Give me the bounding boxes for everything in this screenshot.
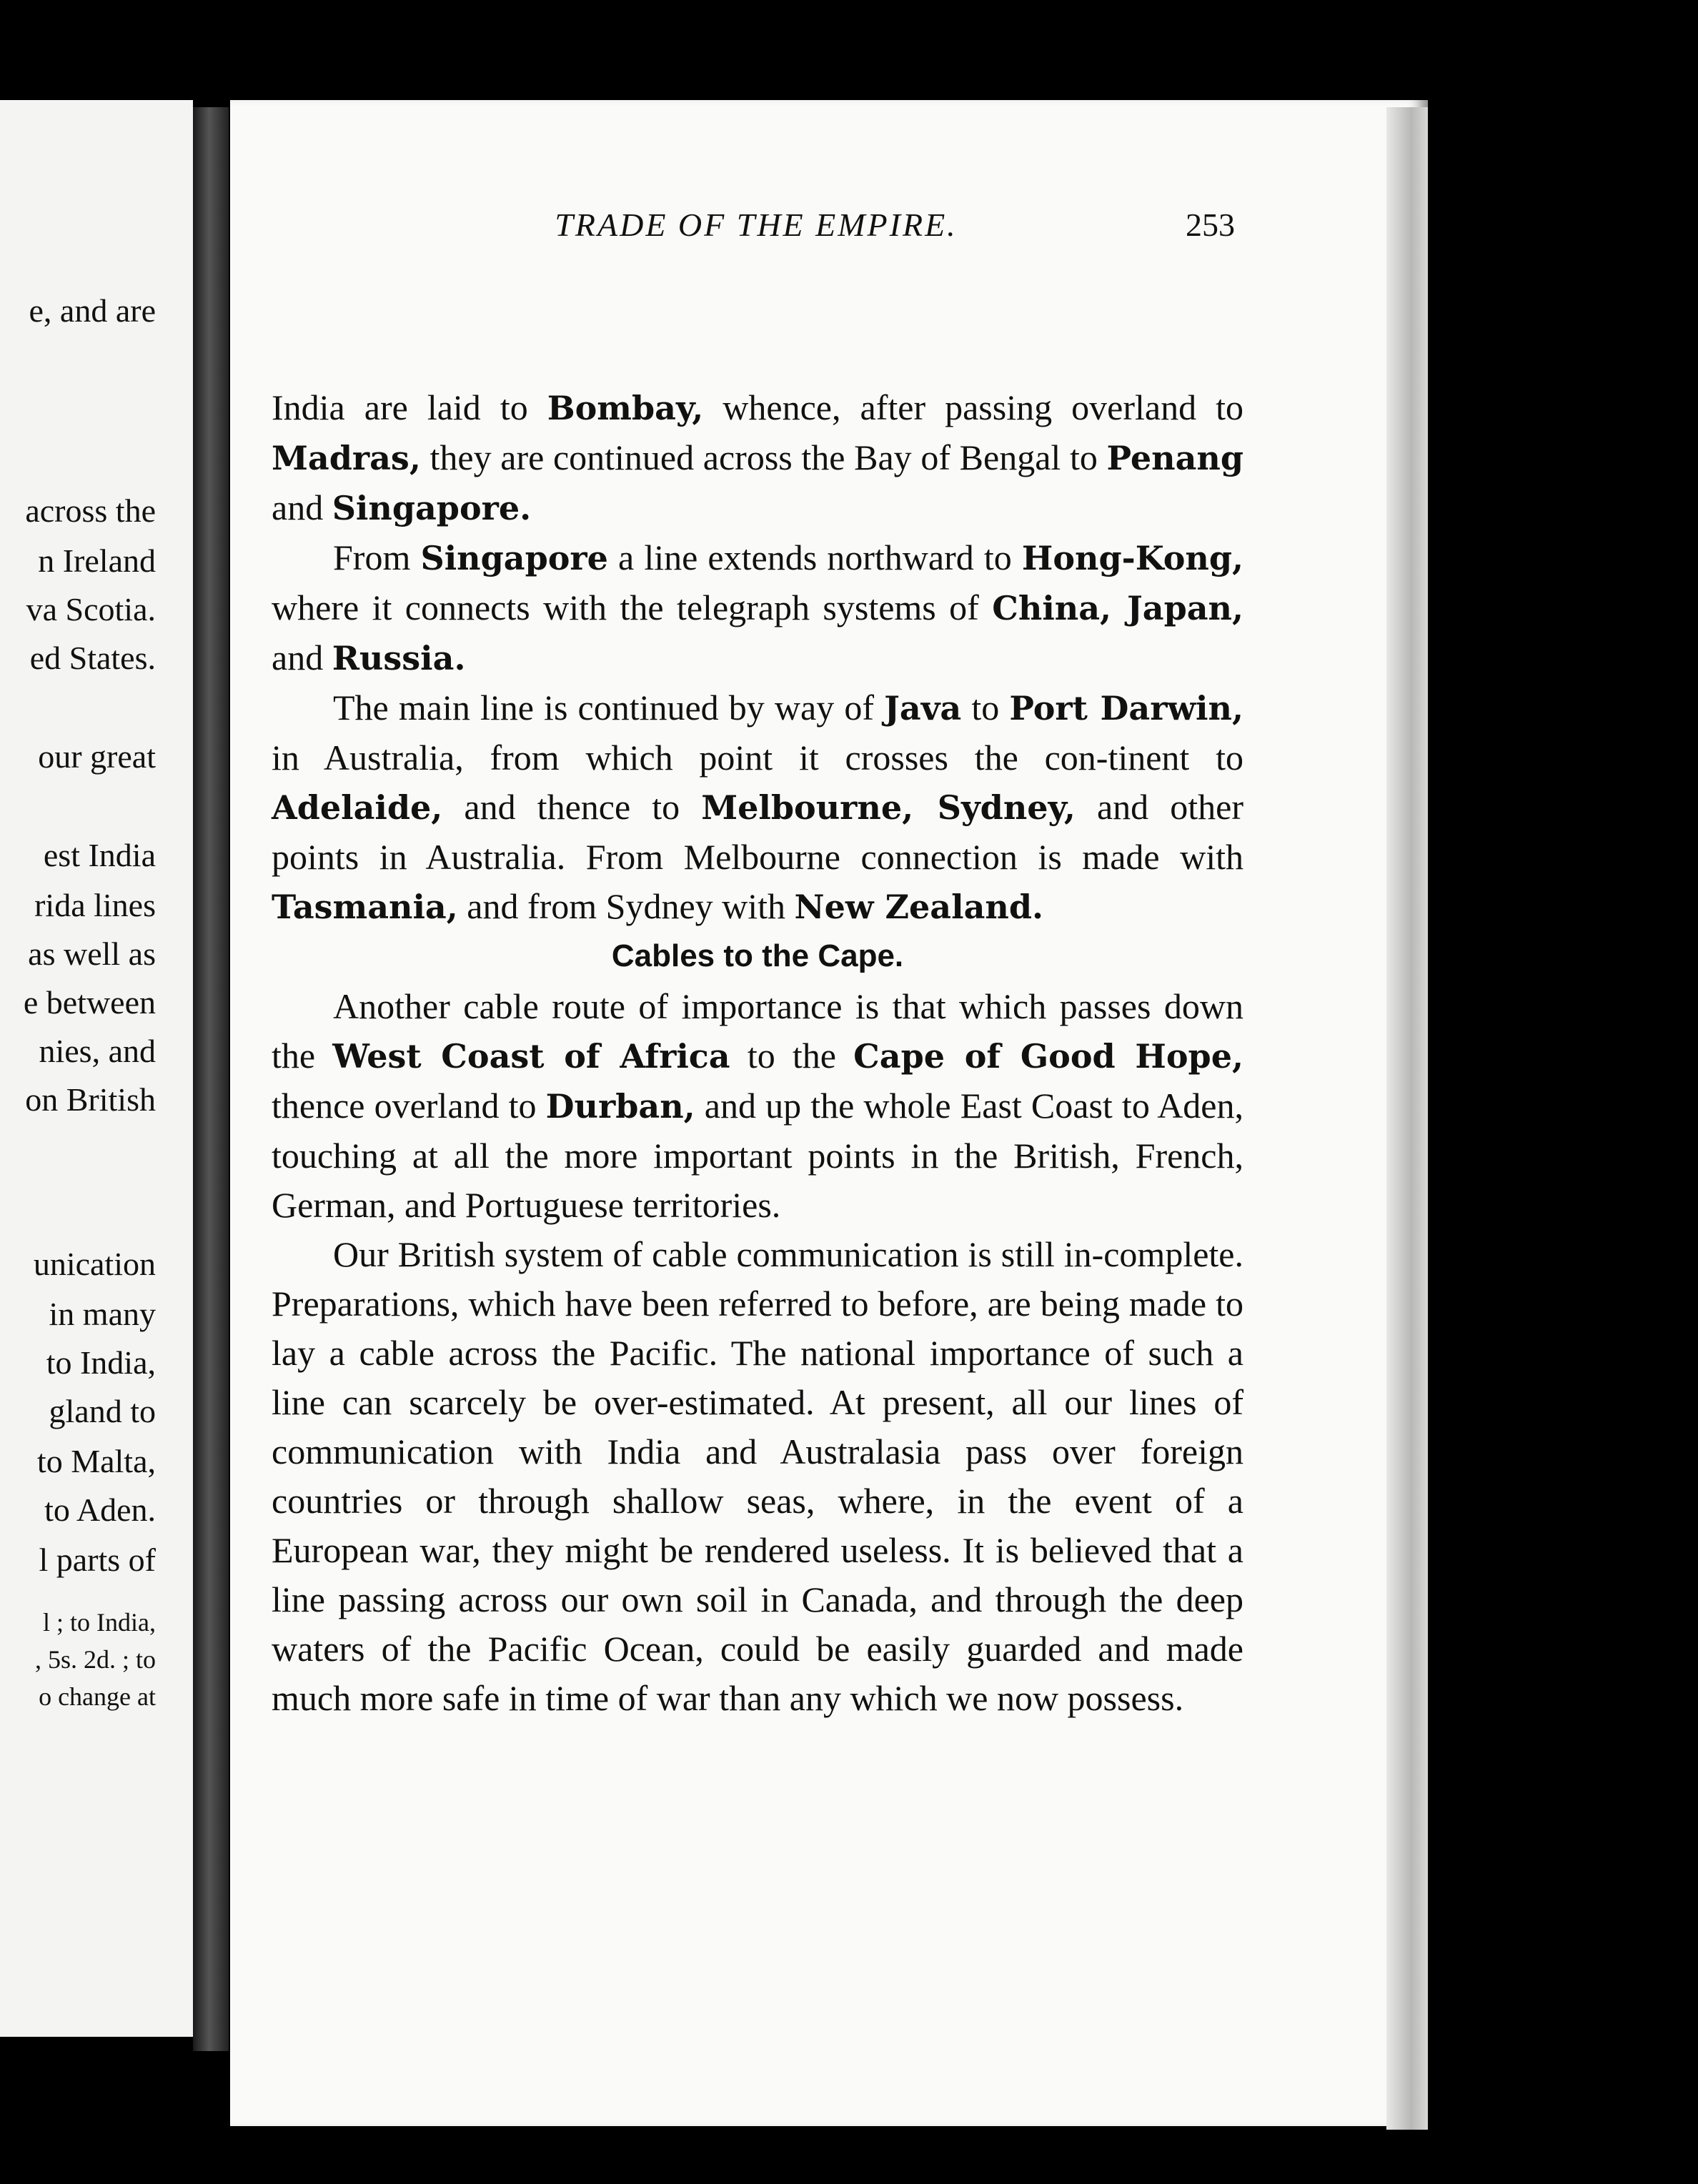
bold-place-name: Melbourne, Sydney,: [701, 788, 1076, 827]
left-page-line: n Ireland: [38, 542, 156, 579]
text-run: India are laid to: [272, 387, 547, 427]
left-page-line: l parts of: [39, 1542, 156, 1578]
text-run: they are continued across the Bay of Bengal to: [420, 437, 1107, 477]
text-run: The main line is continued by way of: [333, 688, 885, 728]
paragraph: [272, 383, 1243, 533]
left-page-line: unication: [33, 1246, 156, 1282]
left-page-line: ed States.: [29, 640, 156, 676]
left-page-line: l ; to India,: [43, 1608, 156, 1637]
text-run: and up the whole East Coast to Aden, touching at all the more important points in the British, French, German, and Portuguese territories.: [272, 1086, 1243, 1225]
left-page-line: va Scotia.: [26, 591, 156, 627]
section-heading: Cables to the Cape.: [611, 938, 904, 973]
text-run: whence, after passing overland to: [703, 387, 1243, 427]
bold-place-name: Cape of Good Hope,: [853, 1037, 1243, 1076]
text-run: Another cable route of importance is that which passes down the: [272, 986, 1243, 1076]
text-run: and thence to: [442, 787, 702, 827]
left-page-line: across the: [25, 492, 156, 529]
bold-place-name: Singapore.: [332, 489, 532, 527]
text-run: where it connects with the telegraph systems of: [272, 587, 993, 627]
text-run: and other points in Australia. From Melbourne connection is made with: [272, 787, 1243, 877]
left-page-line: , 5s. 2d. ; to: [34, 1645, 156, 1674]
left-page-line: as well as: [28, 935, 156, 972]
paragraph: [272, 982, 1243, 1230]
left-page-line: to Malta,: [36, 1443, 156, 1479]
text-run: to the: [730, 1036, 854, 1076]
text-run: and: [272, 487, 332, 527]
left-page-line: to India,: [46, 1344, 156, 1381]
page-edge: [1386, 107, 1428, 2130]
bold-place-name: Hong-Kong,: [1021, 539, 1243, 577]
bold-place-name: Madras,: [272, 439, 421, 477]
bold-place-name: Durban,: [545, 1087, 695, 1126]
bold-place-name: Penang: [1106, 439, 1243, 477]
bold-place-name: Singapore: [420, 539, 608, 577]
bold-place-name: West Coast of Africa: [332, 1037, 730, 1076]
left-page-line: nies, and: [39, 1033, 156, 1069]
paragraph: [272, 683, 1243, 932]
left-page-line: o change at: [39, 1682, 156, 1711]
left-page-line: e, and are: [29, 292, 156, 329]
text-run: Our British system of cable communication is still in-complete. Preparations, which have been referred to before, are being made to lay a cable across the Pacific. The national importance of such a line can scarcely be over-estimated. At present, all our lines of communication with India and Australasia pass over foreign countries or through shallow seas, where, in the event of a European war, they might be rendered useless. It is believed that a line passing across our own soil in Canada, and through the deep waters of the Pacific Ocean, could be easily guarded and made much more safe in time of war than any which we now possess.: [272, 1234, 1243, 1718]
text-run: to: [961, 688, 1010, 728]
running-title: TRADE OF THE EMPIRE.: [555, 207, 958, 243]
paragraph: [272, 1230, 1243, 1723]
left-page-line: to Aden.: [44, 1491, 156, 1528]
bold-place-name: Java: [884, 689, 962, 728]
body-text: [272, 383, 1243, 1723]
bold-place-name: Adelaide,: [272, 788, 443, 827]
bold-place-name: Russia.: [332, 639, 466, 677]
left-page-line: gland to: [49, 1393, 156, 1429]
page-number: 253: [1186, 207, 1235, 243]
left-page-fragment: [0, 100, 193, 2037]
left-page-line: our great: [38, 738, 156, 775]
left-page-line: e between: [23, 984, 156, 1021]
bold-place-name: China, Japan,: [992, 589, 1244, 627]
text-run: From: [333, 537, 421, 577]
running-head: [277, 206, 1235, 249]
left-page-line: in many: [49, 1296, 156, 1332]
paragraph: [272, 533, 1243, 683]
left-page-line: on British: [25, 1081, 156, 1118]
bold-place-name: Tasmania,: [272, 888, 458, 926]
left-page-line: rida lines: [34, 887, 156, 923]
text-run: and from Sydney with: [457, 886, 795, 926]
left-page-line: est India: [43, 837, 156, 873]
book-spine: [193, 107, 229, 2051]
bold-place-name: Bombay,: [547, 389, 704, 427]
text-run: thence overland to: [272, 1086, 546, 1126]
bold-place-name: New Zealand.: [794, 888, 1044, 926]
bold-place-name: Port Darwin,: [1009, 689, 1243, 728]
text-run: in Australia, from which point it crosses the con-tinent to: [272, 738, 1243, 778]
text-run: and: [272, 637, 332, 677]
text-run: a line extends northward to: [607, 537, 1022, 577]
